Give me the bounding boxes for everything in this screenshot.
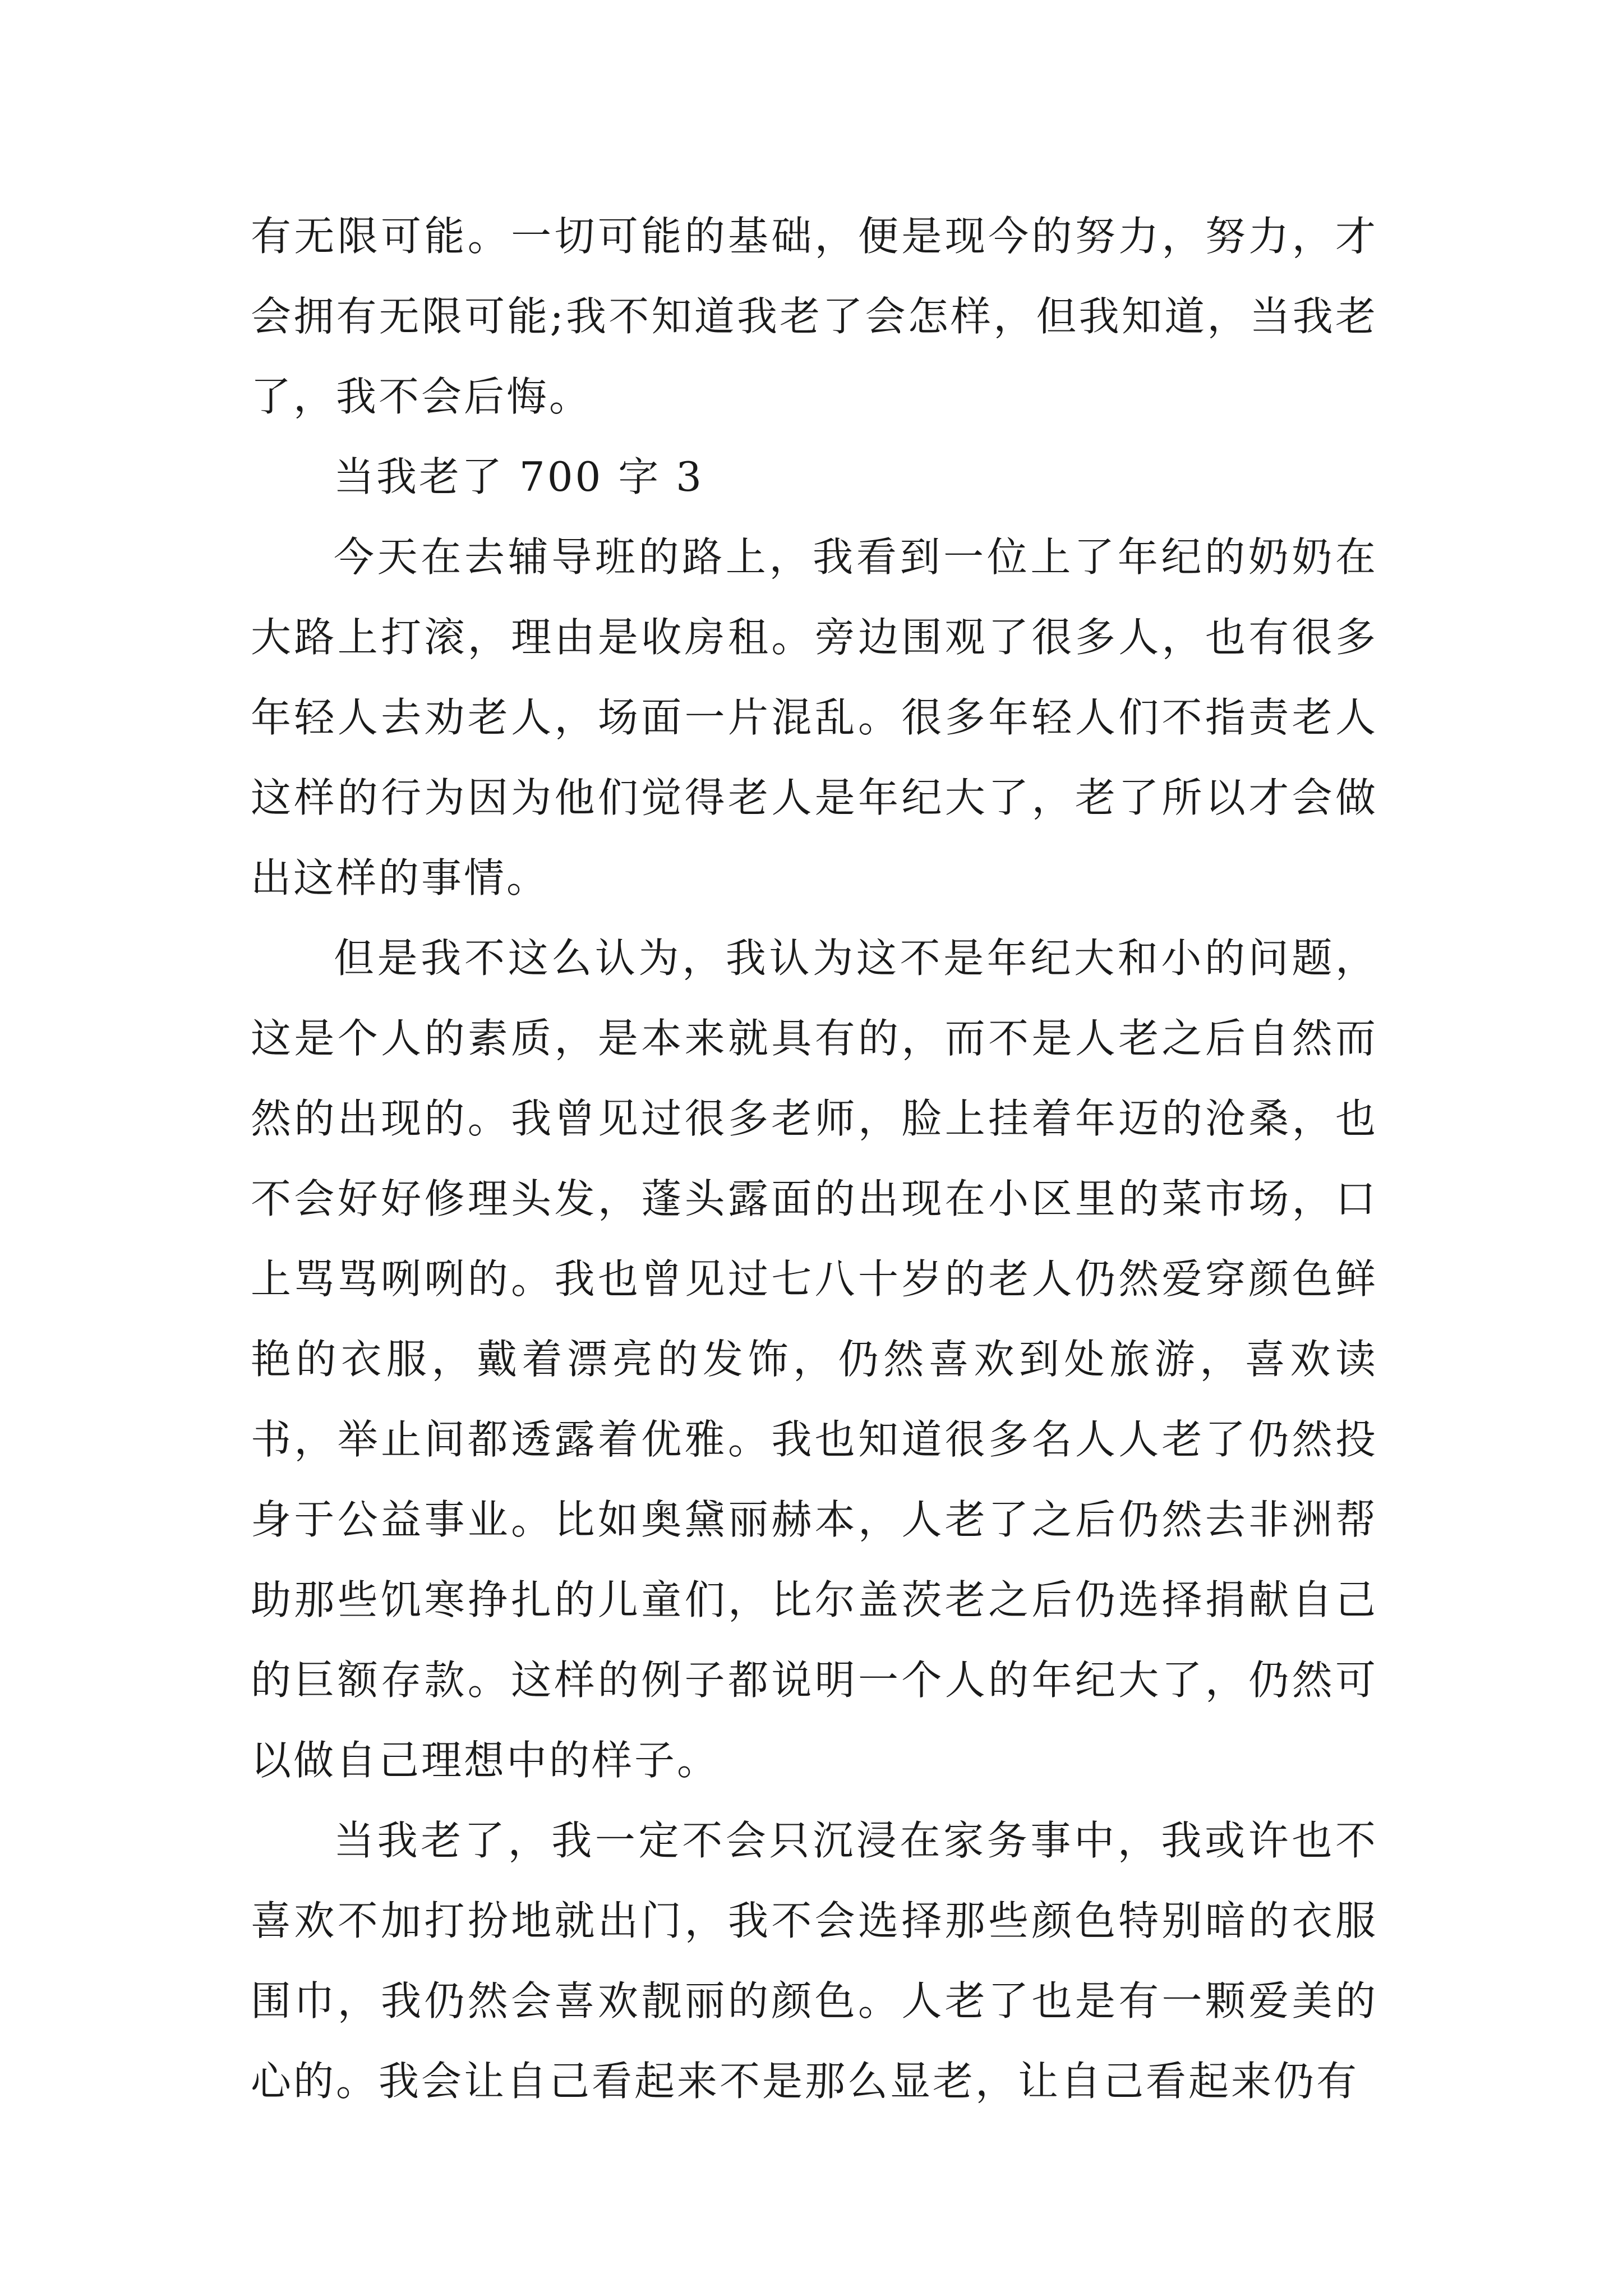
paragraph: 今天在去辅导班的路上，我看到一位上了年纪的奶奶在大路上打滚，理由是收房租。旁边围观了很多人，也有很多年轻人去劝老人，场面一片混乱。很多年轻人们不指责老人这样的行为因为他们觉得老人是年纪大了，老了所以才会做出这样的事情。 [251, 533, 1378, 901]
section-heading: 当我老了 700 字 3 [334, 453, 704, 500]
document-body [251, 196, 1378, 2122]
paragraph: 但是我不这么认为，我认为这不是年纪大和小的问题，这是个人的素质，是本来就具有的，而不是人老之后自然而然的出现的。我曾见过很多老师，脸上挂着年迈的沧桑，也不会好好修理头发，蓬头露面的出现在小区里的菜市场，口上骂骂咧咧的。我也曾见过七八十岁的老人仍然爱穿颜色鲜艳的衣服，戴着漂亮的发饰，仍然喜欢到处旅游，喜欢读书，举止间都透露着优雅。我也知道很多名人人老了仍然投身于公益事业。比如奥黛丽赫本，人老了之后仍然去非洲帮助那些饥寒挣扎的儿童们，比尔盖茨老之后仍选择捐献自己的巨额存款。这样的例子都说明一个人的年纪大了，仍然可以做自己理想中的样子。 [251, 935, 1378, 1784]
paragraph: 当我老了，我一定不会只沉浸在家务事中，我或许也不喜欢不加打扮地就出门，我不会选择那些颜色特别暗的衣服围巾，我仍然会喜欢靓丽的颜色。人老了也是有一颗爱美的心的。我会让自己看起来不是那么显老，让自己看起来仍有 [251, 1817, 1378, 2105]
paragraph-continuation: 有无限可能。一切可能的基础，便是现今的努力，努力，才会拥有无限可能;我不知道我老了会怎样，但我知道，当我老了，我不会后悔。 [251, 213, 1378, 420]
